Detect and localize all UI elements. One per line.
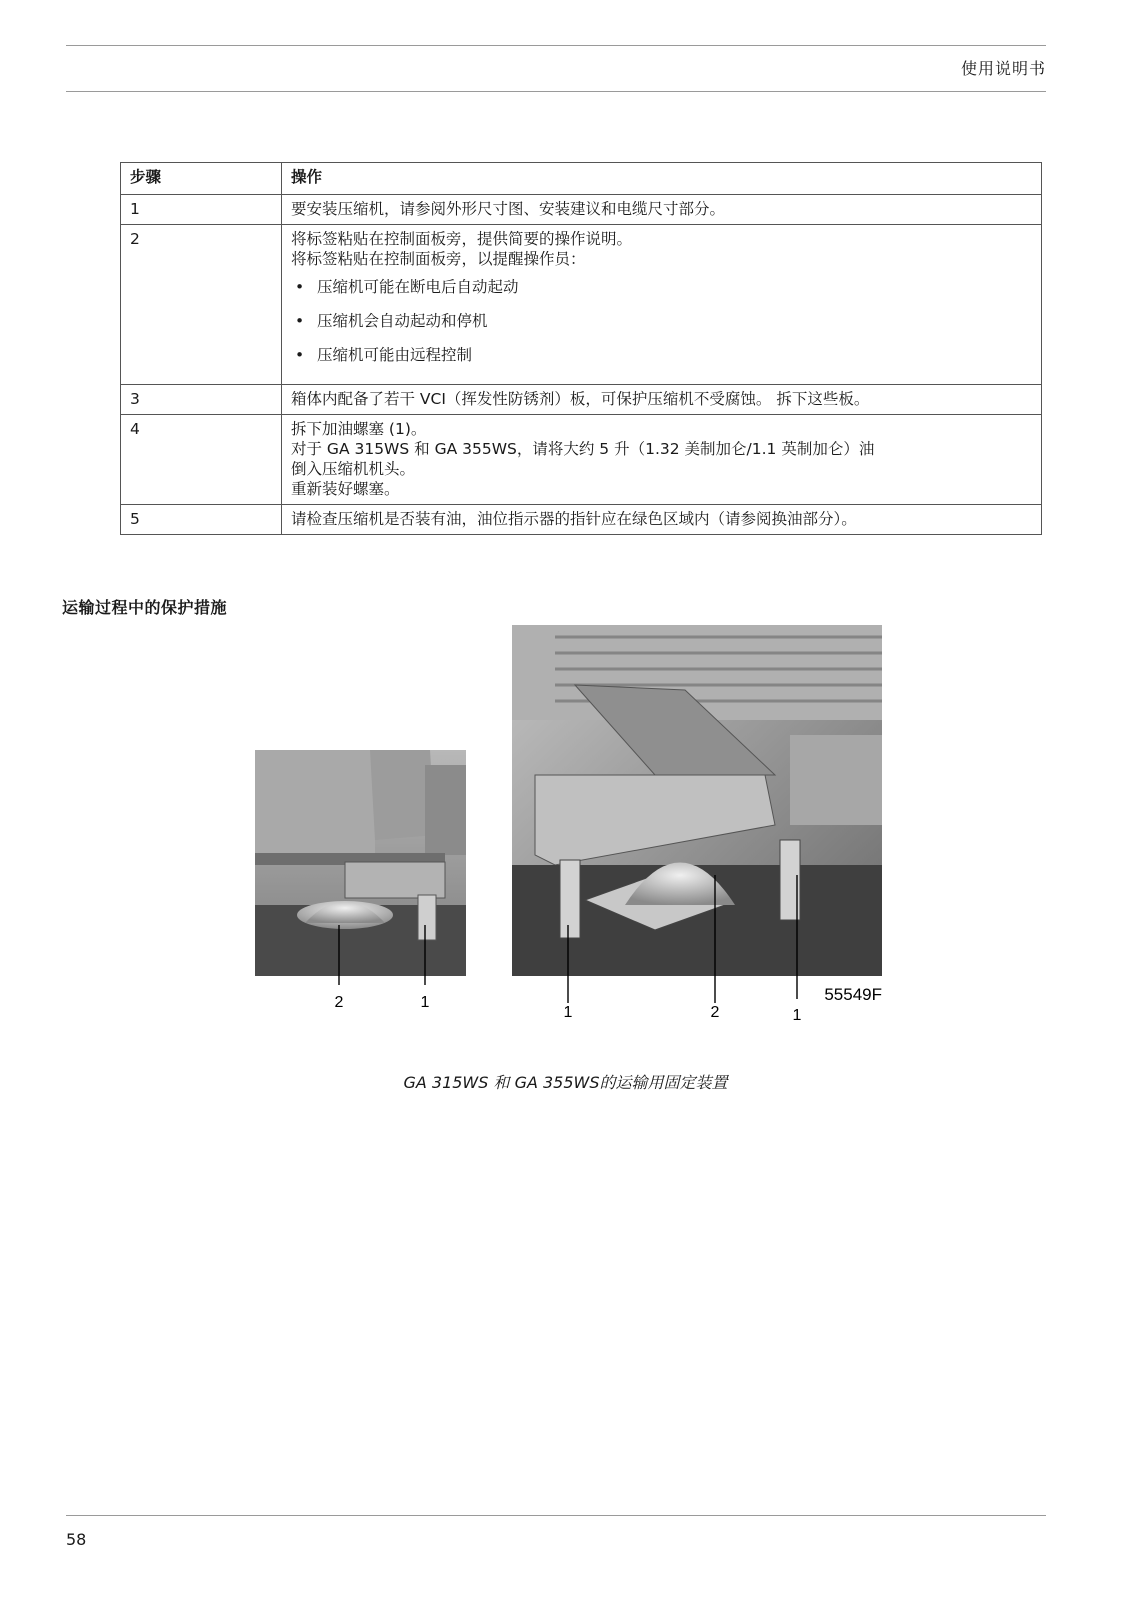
action-line: 请检查压缩机是否装有油，油位指示器的指针应在绿色区域内（请参阅换油部分）。: [291, 510, 857, 528]
step-action: [282, 385, 1042, 415]
header-rule-bottom: [66, 91, 1046, 92]
step-action: [282, 225, 1042, 385]
action-line: 要安装压缩机，请参阅外形尺寸图、安装建议和电缆尺寸部分。: [291, 200, 726, 218]
callout-label: 2: [710, 1004, 720, 1021]
table-row: [121, 415, 1042, 505]
bullet-list: [291, 277, 1032, 365]
action-line: 倒入压缩机机头。: [291, 460, 416, 478]
action-line: 对于 GA 315WS 和 GA 355WS，请将大约 5 升（1.32 美制加仑/1.1 英制加仑）油: [291, 440, 875, 458]
bullet-item: • 压缩机可能在断电后自动起动: [317, 277, 1032, 297]
left-photo: [255, 750, 466, 985]
bullet-item: • 压缩机可能由远程控制: [317, 345, 1032, 365]
step-number: 2: [121, 225, 282, 385]
callout-label: 1: [563, 1004, 573, 1021]
action-line: 拆下加油螺塞 (1)。: [291, 420, 427, 438]
table-row: [121, 505, 1042, 535]
table-row: [121, 385, 1042, 415]
step-number: 3: [121, 385, 282, 415]
steps-table: [120, 162, 1042, 535]
step-number: 5: [121, 505, 282, 535]
table-header-row: [121, 163, 1042, 195]
action-line: 将标签粘贴在控制面板旁，提供简要的操作说明。: [291, 230, 633, 248]
column-header-action: 操作: [282, 163, 1042, 195]
figure-code: 55549F: [824, 985, 882, 1004]
figure-illustration: [255, 625, 905, 1050]
transport-fixture-figure: [255, 625, 905, 1050]
right-photo: [512, 625, 882, 1003]
step-number: 4: [121, 415, 282, 505]
step-action: [282, 195, 1042, 225]
bullet-item: • 压缩机会自动起动和停机: [317, 311, 1032, 331]
step-action: [282, 505, 1042, 535]
figure-caption: GA 315WS 和 GA 355WS的运输用固定装置: [403, 1073, 728, 1092]
header-rule-top: [66, 45, 1046, 46]
callout-label: 1: [420, 994, 430, 1011]
header-title: 使用说明书: [960, 59, 1046, 78]
callout-label: 1: [792, 1007, 802, 1024]
table-row: [121, 195, 1042, 225]
section-heading: 运输过程中的保护措施: [62, 598, 228, 617]
step-action: [282, 415, 1042, 505]
callout-label: 2: [334, 994, 344, 1011]
footer-rule: [66, 1515, 1046, 1516]
action-line: 将标签粘贴在控制面板旁，以提醒操作员：: [291, 250, 586, 268]
action-line: 重新装好螺塞。: [291, 480, 400, 498]
page-number: 58: [66, 1530, 87, 1549]
column-header-step: 步骤: [121, 163, 282, 195]
action-line: 箱体内配备了若干 VCI（挥发性防锈剂）板，可保护压缩机不受腐蚀。 拆下这些板。: [291, 390, 870, 408]
table-row: [121, 225, 1042, 385]
step-number: 1: [121, 195, 282, 225]
